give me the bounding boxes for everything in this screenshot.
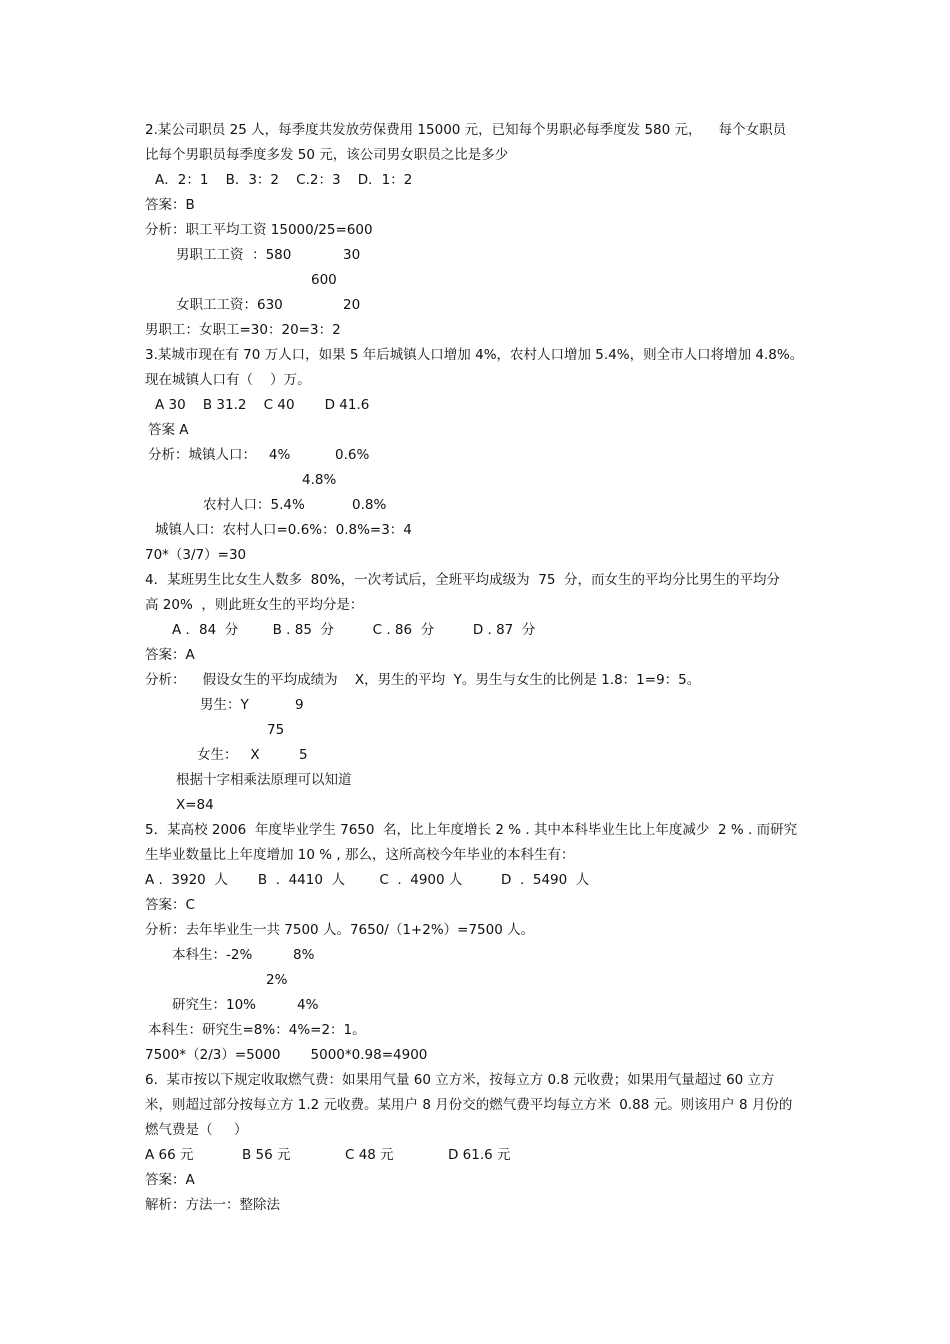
text-line: X=84 [176,797,214,813]
text-line: 4.8% [302,472,337,488]
text-line: 研究生：10% [172,997,257,1013]
text-line: 0.6% [335,447,370,463]
text-line: 现在城镇人口有（ ）万。 [145,372,311,388]
text-line: A . 3920 人 B . 4410 人 C . 4900 人 D . 5490 人 [145,872,590,888]
text-line: 70*（3/7）=30 [145,547,247,563]
text-line: A．2：1 B．3：2 C.2：3 D．1：2 [155,172,413,188]
text-line: 0.8% [352,497,387,513]
text-line: 米，则超过部分按每立方 1.2 元收费。某用户 8 月份交的燃气费平均每立方米 0.88 元。则该用户 8 月份的 [145,1097,793,1113]
text-line: 分析：去年毕业生一共 7500 人。7650/（1+2%）=7500 人。 [145,922,535,938]
text-line: 75 [267,722,285,738]
text-line: 6. 某市按以下规定收取燃气费：如果用气量 60 立方米，按每立方 0.8 元收费；如果用气量超过 60 立方 [145,1072,775,1088]
text-line: 生毕业数量比上年度增加 10 % , 那么，这所高校今年毕业的本科生有： [145,847,575,863]
text-line: 8% [293,947,315,963]
text-line: 30 [343,247,361,263]
text-line: 4% [297,997,319,1013]
text-line: 城镇人口：农村人口=0.6%：0.8%=3：4 [155,522,412,538]
text-line: 2% [266,972,288,988]
text-line: 燃气费是（ ） [145,1122,248,1138]
text-line: 20 [343,297,361,313]
text-line: 答案 A [148,422,189,438]
text-line: 女生： X [197,747,260,763]
text-line: A 30 B 31.2 C 40 D 41.6 [155,397,370,413]
text-line: 答案：A [145,647,195,663]
text-line: 解析：方法一：整除法 [145,1197,280,1213]
text-line: 分析：城镇人口： 4% [148,447,291,463]
text-line: 答案：B [145,197,195,213]
text-line: 5 [299,747,308,763]
text-line: 4．某班男生比女生人数多 80%，一次考试后，全班平均成级为 75 分，而女生的平均分比男生的平均分 [145,572,781,588]
text-line: 女职工工资：630 [176,297,283,313]
text-line: D 61.6 元 [448,1147,511,1163]
text-line: 600 [311,272,337,288]
text-line: 分析：职工平均工资 15000/25=600 [145,222,373,238]
text-line: 2.某公司职员 25 人，每季度共发放劳保费用 15000 元，已知每个男职必每季度发 580 元， 每个女职员 [145,122,787,138]
text-line: 男职工：女职工=30：20=3：2 [145,322,341,338]
text-line: 答案：A [145,1172,195,1188]
text-line: A ．84 分 B . 85 分 C . 86 分 D . 87 分 [172,622,536,638]
text-line: 分析： 假设女生的平均成绩为 X，男生的平均 Y。男生与女生的比例是 1.8：1=9：5。 [145,672,701,688]
text-line: 男职工工资 ：580 [176,247,292,263]
text-line: 答案：C [145,897,195,913]
text-line: 9 [295,697,304,713]
text-line: 农村人口：5.4% [203,497,305,513]
text-line: 根据十字相乘法原理可以知道 [176,772,352,788]
text-line: 7500*（2/3）=5000 5000*0.98=4900 [145,1047,428,1063]
text-line: B 56 元 [242,1147,291,1163]
text-line: C 48 元 [345,1147,394,1163]
text-line: 比每个男职员每季度多发 50 元，该公司男女职员之比是多少 [145,147,509,163]
text-line: A 66 元 [145,1147,194,1163]
text-line: 本科生：-2% [172,947,253,963]
text-line: 高 20% ，则此班女生的平均分是： [145,597,364,613]
text-line: 男生：Y [200,697,249,713]
text-line: 本科生：研究生=8%：4%=2：1。 [148,1022,366,1038]
text-line: 3.某城市现在有 70 万人口，如果 5 年后城镇人口增加 4%，农村人口增加 5.4%，则全市人口将增加 4.8%。 [145,347,804,363]
text-line: 5．某高校 2006 年度毕业学生 7650 名，比上年度增长 2 % . 其中本科毕业生比上年度减少 2 % . 而研究 [145,822,798,838]
